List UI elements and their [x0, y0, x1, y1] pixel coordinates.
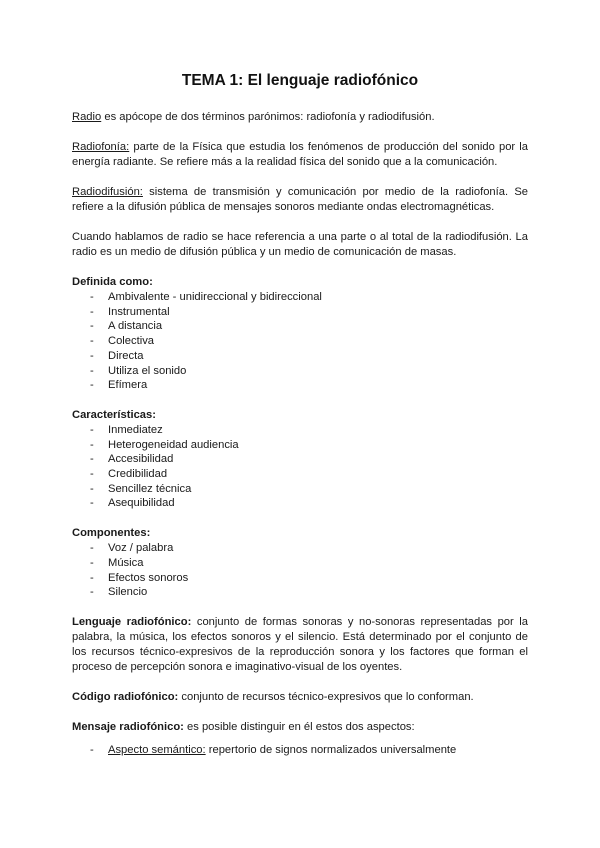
- term-codigo: Código radiofónico:: [72, 690, 179, 703]
- term-radiodifusion: Radiodifusión:: [72, 186, 143, 198]
- paragraph-radiodifusion: [72, 185, 528, 215]
- dash-bullet: -: [90, 571, 94, 584]
- list-item: - Colectiva: [90, 335, 155, 348]
- definition-radiofonia: parte de la Física que estudia los fenómenos de producción del sonido por la energía radiante. Se refiere más a la realidad física del sonido que a la comunicación.: [72, 141, 528, 168]
- dash-bullet: -: [90, 423, 94, 436]
- paragraph-radio: [72, 110, 528, 125]
- dash-bullet: -: [90, 453, 94, 466]
- paragraph-mensaje: [72, 720, 528, 735]
- dash-bullet: -: [90, 379, 94, 392]
- list-item: - Inmediatez: [90, 423, 163, 436]
- document-title: TEMA 1: El lenguaje radiofónico: [181, 72, 419, 89]
- dash-bullet: -: [90, 349, 94, 362]
- dash-bullet: -: [90, 482, 94, 495]
- definition-radiodifusion: sistema de transmisión y comunicación por medio de la radiofonía. Se refiere a la difusión pública de mensajes sonoros mediante ondas electromagnéticas.: [72, 186, 528, 213]
- list-item: - Aspecto semántico: repertorio de signos normalizados universalmente: [90, 743, 457, 756]
- dash-bullet: -: [90, 556, 94, 569]
- list-item: - Accesibilidad: [90, 453, 174, 466]
- list-item: - Asequibilidad: [90, 497, 175, 510]
- section-title-componentes: Componentes:: [72, 527, 151, 540]
- term-aspecto-semantico: Aspecto semántico:: [108, 743, 206, 756]
- dash-bullet: -: [90, 438, 94, 451]
- list-item: - A distancia: [90, 320, 163, 333]
- list-item: - Música: [90, 556, 144, 569]
- list-item: - Directa: [90, 349, 144, 362]
- term-radio: Radio: [72, 111, 102, 123]
- list-mensaje: [72, 743, 528, 758]
- list-definida: [72, 290, 528, 393]
- dash-bullet: -: [90, 743, 94, 756]
- list-item: - Voz / palabra: [90, 542, 174, 555]
- list-item: - Utiliza el sonido: [90, 364, 187, 377]
- dash-bullet: -: [90, 542, 94, 555]
- dash-bullet: -: [90, 335, 94, 348]
- paragraph-lenguaje: [72, 615, 528, 675]
- list-item: - Instrumental: [90, 305, 170, 318]
- dash-bullet: -: [90, 586, 94, 599]
- definition-codigo: conjunto de recursos técnico-expresivos que lo conforman.: [178, 690, 474, 703]
- definition-lenguaje: conjunto de formas sonoras y no-sonoras representadas por la palabra, la música, los efectos sonoros y el silencio. Está determinado por el conjunto de los recursos técnico-expresivos de la reproducción sonora y los factores que forman el proceso de percepción sonora e imaginativo-visual de los oyentes.: [72, 615, 529, 673]
- section-title-definida: Definida como:: [72, 276, 153, 288]
- paragraph-codigo: [72, 690, 528, 705]
- term-radiofonia: Radiofonía:: [72, 141, 130, 153]
- dash-bullet: -: [90, 291, 94, 303]
- term-lenguaje: Lenguaje radiofónico:: [72, 615, 192, 628]
- list-item: - Efectos sonoros: [90, 571, 189, 584]
- definition-radio: es apócope de dos términos parónimos: radiofonía y radiodifusión.: [101, 111, 435, 123]
- list-item: - Ambivalente - unidireccional y bidireccional: [90, 291, 322, 303]
- list-caracteristicas: [72, 423, 528, 511]
- section-title-caracteristicas: Características:: [72, 408, 156, 421]
- list-item: - Heterogeneidad audiencia: [90, 438, 239, 451]
- term-mensaje: Mensaje radiofónico:: [72, 720, 184, 733]
- paragraph-cuando: Cuando hablamos de radio se hace referencia a una parte o al total de la radiodifusión. La radio es un medio de difusión pública y un medio de comunicación de masas.: [72, 231, 528, 258]
- list-item: - Silencio: [90, 586, 148, 599]
- dash-bullet: -: [90, 320, 94, 333]
- definition-mensaje: es posible distinguir en él estos dos aspectos:: [183, 720, 415, 733]
- dash-bullet: -: [90, 305, 94, 318]
- list-item: - Efímera: [90, 379, 148, 392]
- dash-bullet: -: [90, 468, 94, 481]
- list-item: - Credibilidad: [90, 468, 168, 481]
- dash-bullet: -: [90, 497, 94, 510]
- list-item: - Sencillez técnica: [90, 482, 192, 495]
- dash-bullet: -: [90, 364, 94, 377]
- paragraph-radiofonia: [72, 140, 528, 170]
- list-componentes: [72, 541, 528, 600]
